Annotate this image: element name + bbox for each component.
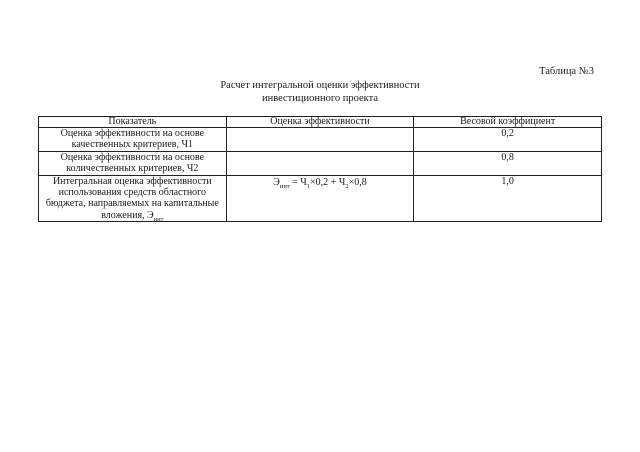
- caption-line-2: инвестиционного проекта: [261, 92, 379, 104]
- cell-indicator: Оценка эффективности на основе качественных критериев, Ч1: [39, 128, 227, 152]
- efficiency-table: [38, 116, 602, 222]
- table-row: [39, 176, 602, 222]
- formula-lhs: Э: [273, 177, 280, 188]
- table-number: Таблица №3: [539, 66, 594, 77]
- formula-lhs-subscript: инт: [279, 183, 290, 190]
- column-header-indicator: Показатель: [39, 117, 227, 128]
- table-row: [39, 152, 602, 176]
- cell-indicator: Оценка эффективности на основе количественных критериев, Ч2: [39, 152, 227, 176]
- indicator-subscript: инт: [153, 215, 164, 223]
- column-header-weight: Весовой коэффициент: [414, 117, 602, 128]
- formula-subscript-2: 2: [345, 183, 349, 190]
- cell-indicator: [39, 176, 227, 222]
- cell-estimate: [226, 176, 414, 222]
- caption-line-1: Расчет интегральной оценки эффективности: [220, 80, 420, 91]
- table-caption: [180, 80, 460, 105]
- formula-tail: ×0,8: [348, 177, 367, 188]
- formula-subscript-1: 1: [306, 183, 311, 190]
- table-row: [39, 128, 602, 152]
- table-header-row: [39, 117, 602, 128]
- cell-weight: 0,2: [414, 128, 602, 152]
- cell-weight: 0,8: [414, 152, 602, 176]
- column-header-estimate: Оценка эффективности: [226, 117, 414, 128]
- cell-weight: 1,0: [414, 176, 602, 222]
- cell-estimate: [226, 152, 414, 176]
- cell-estimate: [226, 128, 414, 152]
- indicator-text: Интегральная оценка эффективности использования средств областного бюджета, направляемых на капитальные вложения, Э: [45, 176, 219, 221]
- integral-formula: [273, 177, 366, 188]
- formula-eq: = Ч: [289, 177, 307, 188]
- formula-mid: ×0,2 + Ч: [310, 177, 346, 188]
